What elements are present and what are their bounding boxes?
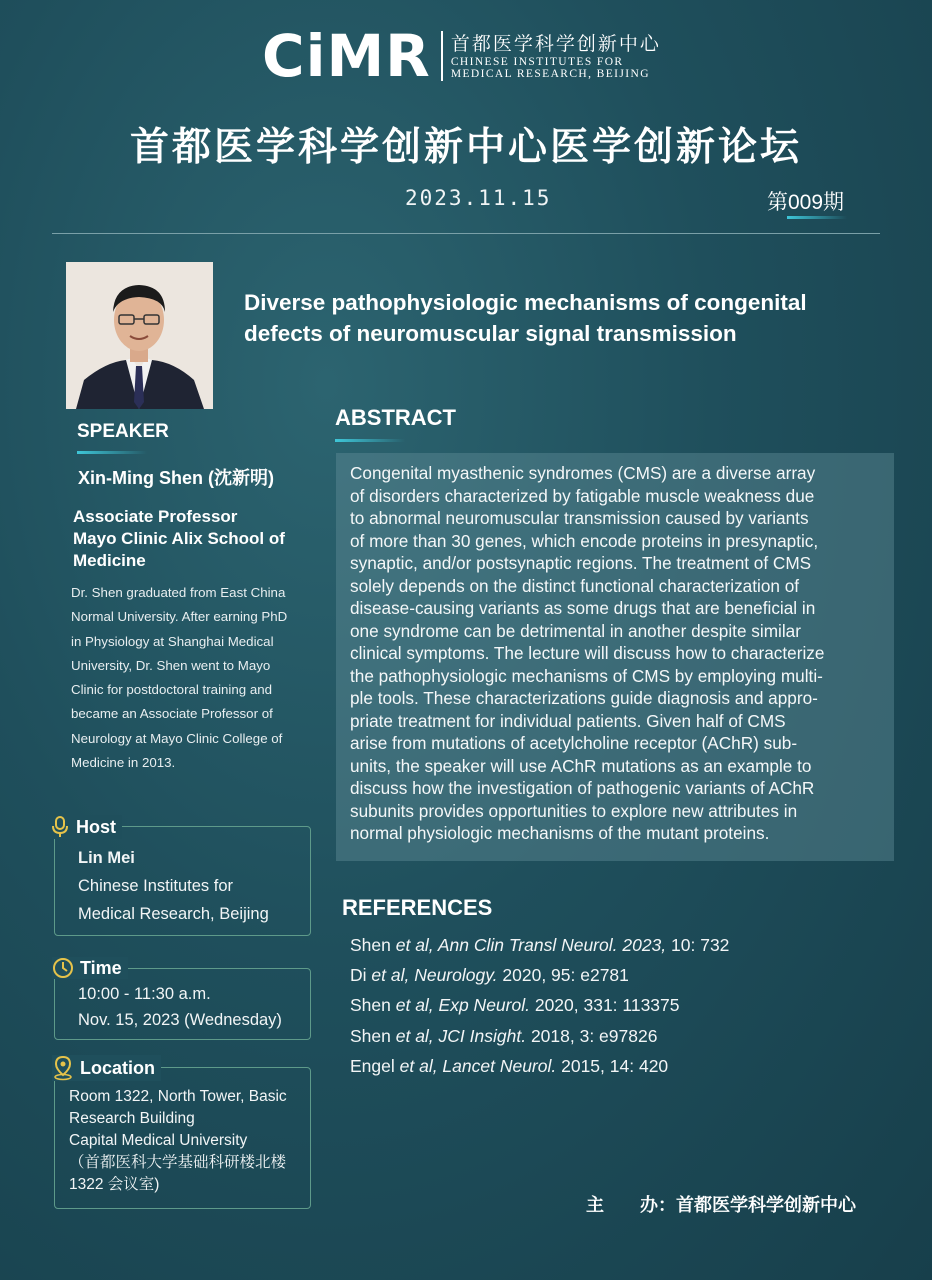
abstract-line: solely depends on the distinct functional characterization of — [350, 575, 800, 596]
bio-line: Normal University. After earning PhD — [71, 609, 288, 625]
speaker-bio — [71, 581, 311, 775]
logo-cn-name: 首都医学科学创新中心 — [450, 33, 661, 55]
abstract-line: to abnormal neuromuscular transmission caused by variants — [350, 508, 809, 528]
location-line: Room 1322, North Tower, Basic — [69, 1088, 287, 1105]
bio-line: Dr. Shen graduated from East China — [71, 585, 286, 600]
header-divider — [52, 233, 880, 234]
logo-divider — [441, 31, 443, 81]
abstract-heading: ABSTRACT — [335, 405, 456, 430]
logo-wordmark: CiMR — [262, 22, 431, 90]
location-line: 1322 会议室) — [69, 1176, 160, 1193]
speaker-affiliation — [73, 506, 323, 572]
map-pin-icon — [52, 1055, 74, 1081]
bio-line: Neurology at Mayo Clinic College of — [71, 730, 283, 746]
location-address — [69, 1086, 287, 1196]
logo-subtitle — [451, 32, 661, 80]
speaker-photo — [66, 262, 213, 409]
reference-item: Shen et al, Ann Clin Transl Neurol. 2023, 10: 732 — [350, 935, 730, 955]
host-org-line2: Medical Research, Beijing — [78, 905, 269, 923]
location-line: Research Building — [69, 1110, 195, 1127]
abstract-line: of more than 30 genes, which encode proteins in presynaptic, — [350, 530, 819, 551]
abstract-text — [350, 462, 882, 845]
speaker-heading: SPEAKER — [77, 421, 169, 442]
location-line: Capital Medical University — [69, 1132, 248, 1149]
host-org-line1: Chinese Institutes for — [78, 877, 233, 895]
abstract-line: synaptic, and/or postsynaptic regions. The treatment of CMS — [350, 553, 812, 573]
location-heading: Location — [80, 1057, 155, 1078]
reference-item: Di et al, Neurology. 2020, 95: e2781 — [350, 965, 629, 986]
organizer-label: 主 办： — [586, 1195, 676, 1215]
speaker-institution: Mayo Clinic Alix School of Medicine — [73, 529, 285, 570]
abstract-line: the pathophysiologic mechanisms of CMS by employing multi- — [350, 665, 823, 686]
bio-line: Medicine in 2013. — [71, 755, 176, 771]
organizer-name: 首都医学科学创新中心 — [676, 1195, 856, 1215]
talk-title — [244, 287, 904, 349]
time-date: Nov. 15, 2023 (Wednesday) — [78, 1011, 282, 1029]
abstract-line: clinical symptoms. The lecture will discuss how to characterize — [350, 643, 825, 663]
speaker-heading-underline — [77, 451, 147, 454]
reference-item: Engel et al, Lancet Neurol. 2015, 14: 420 — [350, 1055, 669, 1076]
microphone-icon — [50, 815, 70, 839]
abstract-line: units, the speaker will use AChR mutations as an example to — [350, 755, 812, 776]
abstract-line: Congenital myasthenic syndromes (CMS) are a diverse array — [350, 463, 816, 483]
abstract-line: priate treatment for individual patients. Given half of CMS — [350, 710, 786, 731]
issue-underline — [787, 216, 847, 219]
abstract-line: arise from mutations of acetylcholine receptor (AChR) sub- — [350, 733, 798, 753]
event-date: 2023.11.15 — [405, 186, 552, 210]
logo-en-line2: MEDICAL RESEARCH, BEIJING — [450, 68, 650, 80]
host-header — [50, 815, 122, 839]
references-list — [350, 930, 729, 1081]
abstract-line: subunits provides opportunities to explore new attributes in — [350, 800, 798, 821]
forum-title: 首都医学科学创新中心医学创新论坛 — [129, 125, 802, 170]
reference-item: Shen et al, JCI Insight. 2018, 3: e97826 — [350, 1025, 658, 1046]
clock-icon — [52, 957, 74, 979]
issue-number: 第009期 — [767, 191, 845, 214]
abstract-line: of disorders characterized by fatigable muscle weakness due — [350, 485, 815, 506]
location-line: （首都医科大学基础科研楼北楼 — [69, 1154, 287, 1171]
talk-title-line1: Diverse pathophysiologic mechanisms of congenital — [244, 290, 807, 315]
speaker-name: Xin-Ming Shen (沈新明) — [78, 468, 274, 488]
time-hours: 10:00 - 11:30 a.m. — [78, 985, 211, 1003]
host-name: Lin Mei — [78, 849, 135, 867]
location-header — [52, 1055, 161, 1081]
bio-line: Clinic for postdoctoral training and — [71, 682, 273, 698]
bio-line: University, Dr. Shen went to Mayo — [71, 657, 271, 673]
abstract-line: ple tools. These characterizations guide diagnosis and appro- — [350, 688, 818, 708]
talk-title-line2: defects of neuromuscular signal transmission — [244, 321, 737, 346]
abstract-heading-underline — [335, 439, 405, 442]
references-heading: REFERENCES — [342, 895, 493, 920]
time-header — [52, 957, 128, 979]
time-heading: Time — [80, 957, 122, 978]
bio-line: became an Associate Professor of — [71, 706, 273, 722]
abstract-line: normal physiologic mechanisms of the mutant proteins. — [350, 823, 770, 843]
abstract-line: discuss how the investigation of pathogenic variants of AChR — [350, 778, 815, 798]
abstract-line: disease-causing variants as some drugs that are beneficial in — [350, 598, 816, 618]
host-heading: Host — [76, 816, 116, 837]
bio-line: in Physiology at Shanghai Medical — [71, 633, 274, 649]
abstract-line: one syndrome can be detrimental in another despite similar — [350, 620, 801, 641]
logo-en-line1: CHINESE INSTITUTES FOR — [450, 56, 624, 68]
reference-item: Shen et al, Exp Neurol. 2020, 331: 113375 — [350, 995, 680, 1016]
cimr-logo — [262, 22, 661, 90]
organizer-credit — [586, 1191, 856, 1217]
speaker-title: Associate Professor — [73, 507, 238, 526]
